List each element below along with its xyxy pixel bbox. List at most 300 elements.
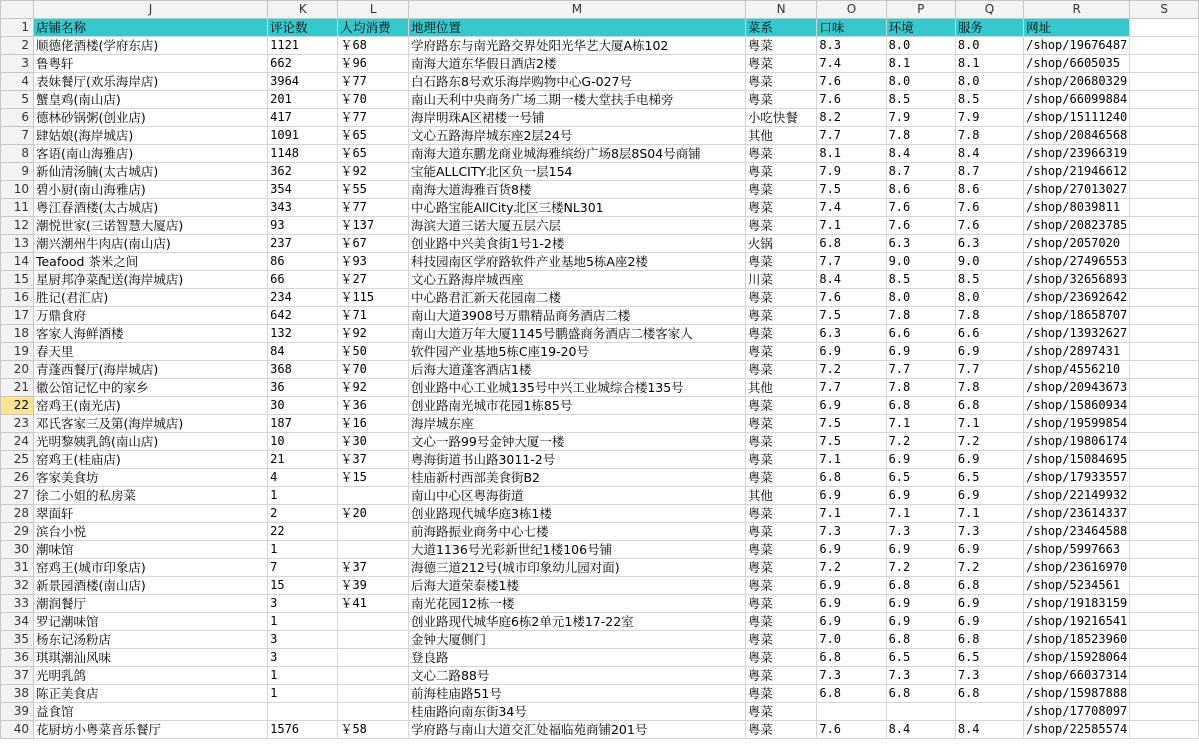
cell[interactable] <box>1130 199 1199 217</box>
cell[interactable]: 6.9 <box>955 541 1023 559</box>
cell[interactable]: 7.2 <box>817 361 886 379</box>
header-cell[interactable]: 环境 <box>886 19 955 37</box>
cell[interactable]: 7.6 <box>817 73 886 91</box>
cell[interactable]: 8.0 <box>955 37 1023 55</box>
cell[interactable]: 前海路振业商务中心七楼 <box>408 523 745 541</box>
cell[interactable]: 潮兴潮州牛肉店(南山店) <box>33 235 267 253</box>
cell[interactable]: ￥96 <box>338 55 409 73</box>
cell[interactable]: 创业路现代城华庭3栋1楼 <box>408 505 745 523</box>
cell[interactable]: 7.4 <box>817 55 886 73</box>
cell[interactable]: 7.9 <box>817 163 886 181</box>
cell[interactable]: 7.8 <box>886 307 955 325</box>
cell[interactable]: 创业路南光城市花园1栋85号 <box>408 397 745 415</box>
cell[interactable] <box>1130 73 1199 91</box>
cell[interactable]: 金钟大厦侧门 <box>408 631 745 649</box>
cell[interactable]: /shop/19183159 <box>1024 595 1130 613</box>
cell[interactable]: 粤菜 <box>745 397 816 415</box>
cell[interactable]: 7.2 <box>955 433 1023 451</box>
cell[interactable]: 德林砂锅粥(创业店) <box>33 109 267 127</box>
cell[interactable]: 粤菜 <box>745 577 816 595</box>
row-number[interactable]: 32 <box>1 577 34 595</box>
cell[interactable]: 1 <box>268 541 338 559</box>
column-header-o[interactable]: O <box>817 1 886 19</box>
cell[interactable] <box>338 523 409 541</box>
cell[interactable]: 软件园产业基地5栋C座19-20号 <box>408 343 745 361</box>
cell[interactable] <box>338 703 409 721</box>
cell[interactable]: 642 <box>268 307 338 325</box>
cell[interactable]: 8.4 <box>886 145 955 163</box>
cell[interactable]: /shop/5234561 <box>1024 577 1130 595</box>
cell[interactable] <box>1130 685 1199 703</box>
cell[interactable]: /shop/19599854 <box>1024 415 1130 433</box>
header-cell[interactable] <box>1130 19 1199 37</box>
cell[interactable]: 陈正美食店 <box>33 685 267 703</box>
cell[interactable]: 7.6 <box>886 199 955 217</box>
cell[interactable]: 6.8 <box>817 685 886 703</box>
cell[interactable]: 其他 <box>745 127 816 145</box>
cell[interactable]: /shop/22149932 <box>1024 487 1130 505</box>
cell[interactable]: 234 <box>268 289 338 307</box>
cell[interactable]: 客家人海鲜酒楼 <box>33 325 267 343</box>
cell[interactable]: ￥27 <box>338 271 409 289</box>
cell[interactable]: /shop/20823785 <box>1024 217 1130 235</box>
cell[interactable]: 362 <box>268 163 338 181</box>
cell[interactable]: 8.1 <box>817 145 886 163</box>
cell[interactable]: 7.6 <box>955 217 1023 235</box>
cell[interactable]: 1121 <box>268 37 338 55</box>
cell[interactable]: ￥41 <box>338 595 409 613</box>
cell[interactable] <box>338 649 409 667</box>
row-number[interactable]: 30 <box>1 541 34 559</box>
cell[interactable]: 6.9 <box>817 541 886 559</box>
cell[interactable] <box>1130 469 1199 487</box>
cell[interactable]: ￥16 <box>338 415 409 433</box>
column-header-p[interactable]: P <box>886 1 955 19</box>
cell[interactable] <box>338 487 409 505</box>
cell[interactable]: 1 <box>268 487 338 505</box>
cell[interactable]: 潮味馆 <box>33 541 267 559</box>
cell[interactable]: 万鼎食府 <box>33 307 267 325</box>
cell[interactable]: 36 <box>268 379 338 397</box>
cell[interactable]: 新仙清汤腩(太古城店) <box>33 163 267 181</box>
cell[interactable]: ￥70 <box>338 361 409 379</box>
cell[interactable]: 南海大道东鹏龙商业城海雅缤纷广场8层8S04号商铺 <box>408 145 745 163</box>
cell[interactable] <box>268 703 338 721</box>
cell[interactable]: 粤菜 <box>745 433 816 451</box>
cell[interactable]: Teafood 茶米之间 <box>33 253 267 271</box>
cell[interactable] <box>1130 595 1199 613</box>
cell[interactable]: 7.7 <box>817 253 886 271</box>
cell[interactable]: 粤菜 <box>745 343 816 361</box>
cell[interactable] <box>1130 235 1199 253</box>
cell[interactable]: 后海大道荣泰楼1楼 <box>408 577 745 595</box>
cell[interactable]: ￥65 <box>338 145 409 163</box>
cell[interactable]: 文心一路99号金钟大厦一楼 <box>408 433 745 451</box>
cell[interactable]: 3 <box>268 649 338 667</box>
cell[interactable]: ￥50 <box>338 343 409 361</box>
cell[interactable] <box>1130 253 1199 271</box>
row-number[interactable]: 5 <box>1 91 34 109</box>
cell[interactable] <box>1130 37 1199 55</box>
cell[interactable]: 8.0 <box>886 73 955 91</box>
cell[interactable]: 学府路与南山大道交汇处福临苑商铺201号 <box>408 721 745 739</box>
column-header-s[interactable]: S <box>1130 1 1199 19</box>
cell[interactable]: 光明黎姨乳鸽(南山店) <box>33 433 267 451</box>
cell[interactable]: 22 <box>268 523 338 541</box>
cell[interactable]: ￥20 <box>338 505 409 523</box>
cell[interactable]: 237 <box>268 235 338 253</box>
cell[interactable]: 1 <box>268 685 338 703</box>
cell[interactable]: 胜记(君汇店) <box>33 289 267 307</box>
row-number[interactable]: 26 <box>1 469 34 487</box>
cell[interactable]: ￥37 <box>338 559 409 577</box>
cell[interactable]: ￥137 <box>338 217 409 235</box>
cell[interactable]: /shop/15860934 <box>1024 397 1130 415</box>
cell[interactable]: ￥67 <box>338 235 409 253</box>
cell[interactable]: 蟹皇鸡(南山店) <box>33 91 267 109</box>
cell[interactable]: ￥77 <box>338 73 409 91</box>
cell[interactable]: 邓氏客家三及第(海岸城店) <box>33 415 267 433</box>
cell[interactable]: 6.8 <box>817 649 886 667</box>
cell[interactable]: 粤菜 <box>745 523 816 541</box>
cell[interactable]: 徐二小姐的私房菜 <box>33 487 267 505</box>
cell[interactable]: 粤菜 <box>745 289 816 307</box>
cell[interactable]: 粤江春酒楼(太古城店) <box>33 199 267 217</box>
cell[interactable]: /shop/15084695 <box>1024 451 1130 469</box>
cell[interactable]: 10 <box>268 433 338 451</box>
header-cell[interactable]: 菜系 <box>745 19 816 37</box>
cell[interactable]: 客家美食坊 <box>33 469 267 487</box>
cell[interactable]: 粤菜 <box>745 541 816 559</box>
row-number[interactable]: 24 <box>1 433 34 451</box>
cell[interactable]: 66 <box>268 271 338 289</box>
cell[interactable]: 7.6 <box>817 721 886 739</box>
cell[interactable]: 南海大道海雅百货8楼 <box>408 181 745 199</box>
cell[interactable]: 7.3 <box>955 667 1023 685</box>
cell[interactable]: 8.5 <box>955 91 1023 109</box>
cell[interactable]: 花厨坊小粤菜音乐餐厅 <box>33 721 267 739</box>
cell[interactable]: 7.1 <box>817 505 886 523</box>
column-header-j[interactable]: J <box>33 1 267 19</box>
cell[interactable]: 南山大道3908号万鼎精品商务酒店二楼 <box>408 307 745 325</box>
cell[interactable]: 7.3 <box>817 667 886 685</box>
cell[interactable] <box>1130 271 1199 289</box>
cell[interactable]: 6.9 <box>817 397 886 415</box>
cell[interactable]: 粤菜 <box>745 181 816 199</box>
cell[interactable]: 粤菜 <box>745 55 816 73</box>
cell[interactable]: ￥77 <box>338 109 409 127</box>
cell[interactable]: 7.5 <box>817 415 886 433</box>
cell[interactable]: 6.9 <box>955 613 1023 631</box>
row-number[interactable]: 16 <box>1 289 34 307</box>
cell[interactable]: /shop/15928064 <box>1024 649 1130 667</box>
cell[interactable]: 粤菜 <box>745 595 816 613</box>
row-number[interactable]: 8 <box>1 145 34 163</box>
cell[interactable]: /shop/18658707 <box>1024 307 1130 325</box>
cell[interactable]: ￥70 <box>338 91 409 109</box>
cell[interactable]: 粤菜 <box>745 631 816 649</box>
cell[interactable]: 6.8 <box>886 631 955 649</box>
cell[interactable]: 粤菜 <box>745 361 816 379</box>
cell[interactable]: 1 <box>268 667 338 685</box>
cell[interactable]: 8.4 <box>886 721 955 739</box>
cell[interactable]: 科技园南区学府路软件产业基地5栋A座2楼 <box>408 253 745 271</box>
cell[interactable]: /shop/21946612 <box>1024 163 1130 181</box>
cell[interactable]: /shop/27496553 <box>1024 253 1130 271</box>
cell[interactable] <box>1130 649 1199 667</box>
cell[interactable]: 6.8 <box>886 397 955 415</box>
cell[interactable]: 客语(南山海雅店) <box>33 145 267 163</box>
cell[interactable]: 粤菜 <box>745 703 816 721</box>
cell[interactable]: 7.8 <box>955 127 1023 145</box>
cell[interactable]: 琪琪潮汕风味 <box>33 649 267 667</box>
cell[interactable] <box>1130 433 1199 451</box>
cell[interactable] <box>1130 145 1199 163</box>
cell[interactable]: 7.6 <box>817 91 886 109</box>
cell[interactable]: 6.9 <box>817 595 886 613</box>
cell[interactable]: /shop/19806174 <box>1024 433 1130 451</box>
cell[interactable]: /shop/19216541 <box>1024 613 1130 631</box>
cell[interactable]: 小吃快餐 <box>745 109 816 127</box>
cell[interactable] <box>338 685 409 703</box>
cell[interactable]: 8.0 <box>886 289 955 307</box>
row-number[interactable]: 18 <box>1 325 34 343</box>
cell[interactable]: 1 <box>268 613 338 631</box>
cell[interactable] <box>955 703 1023 721</box>
row-number[interactable]: 3 <box>1 55 34 73</box>
cell[interactable]: 6.9 <box>817 343 886 361</box>
row-number[interactable]: 23 <box>1 415 34 433</box>
cell[interactable]: 7.3 <box>886 667 955 685</box>
cell[interactable]: 粤菜 <box>745 91 816 109</box>
cell[interactable]: /shop/17708097 <box>1024 703 1130 721</box>
cell[interactable]: /shop/32656893 <box>1024 271 1130 289</box>
cell[interactable]: 7.2 <box>817 559 886 577</box>
cell[interactable]: 1576 <box>268 721 338 739</box>
cell[interactable]: 7.4 <box>817 199 886 217</box>
cell[interactable]: 6.6 <box>955 325 1023 343</box>
cell[interactable] <box>1130 379 1199 397</box>
row-number[interactable]: 4 <box>1 73 34 91</box>
cell[interactable]: 桂庙新村西部美食街B2 <box>408 469 745 487</box>
cell[interactable]: ￥36 <box>338 397 409 415</box>
cell[interactable]: 6.8 <box>886 685 955 703</box>
cell[interactable] <box>1130 523 1199 541</box>
cell[interactable]: 7.7 <box>886 361 955 379</box>
cell[interactable]: 8.6 <box>955 181 1023 199</box>
cell[interactable]: 7.8 <box>955 307 1023 325</box>
cell[interactable]: 粤菜 <box>745 469 816 487</box>
column-header-n[interactable]: N <box>745 1 816 19</box>
cell[interactable] <box>1130 721 1199 739</box>
cell[interactable]: 6.9 <box>817 487 886 505</box>
cell[interactable]: 7.6 <box>886 217 955 235</box>
select-all-corner[interactable] <box>1 1 34 19</box>
cell[interactable] <box>1130 577 1199 595</box>
cell[interactable]: /shop/20680329 <box>1024 73 1130 91</box>
cell[interactable]: 7.9 <box>955 109 1023 127</box>
cell[interactable]: 徽公馆记忆中的家乡 <box>33 379 267 397</box>
cell[interactable]: 6.8 <box>955 685 1023 703</box>
cell[interactable]: 8.7 <box>886 163 955 181</box>
cell[interactable]: 201 <box>268 91 338 109</box>
cell[interactable]: ￥92 <box>338 379 409 397</box>
cell[interactable]: ￥15 <box>338 469 409 487</box>
cell[interactable]: /shop/4556210 <box>1024 361 1130 379</box>
cell[interactable]: 7.3 <box>955 523 1023 541</box>
cell[interactable]: ￥77 <box>338 199 409 217</box>
cell[interactable]: 粤菜 <box>745 667 816 685</box>
cell[interactable]: 粤菜 <box>745 415 816 433</box>
row-number[interactable]: 10 <box>1 181 34 199</box>
cell[interactable]: 粤菜 <box>745 163 816 181</box>
cell[interactable]: 6.5 <box>955 649 1023 667</box>
row-number[interactable]: 17 <box>1 307 34 325</box>
cell[interactable]: /shop/23614337 <box>1024 505 1130 523</box>
cell[interactable]: 1148 <box>268 145 338 163</box>
cell[interactable] <box>1130 289 1199 307</box>
cell[interactable]: /shop/23966319 <box>1024 145 1130 163</box>
cell[interactable]: 3 <box>268 631 338 649</box>
cell[interactable]: 6.9 <box>886 613 955 631</box>
cell[interactable]: 南山中心区粤海街道 <box>408 487 745 505</box>
row-number[interactable]: 19 <box>1 343 34 361</box>
row-number[interactable]: 11 <box>1 199 34 217</box>
cell[interactable]: 6.8 <box>955 577 1023 595</box>
row-number[interactable]: 15 <box>1 271 34 289</box>
cell[interactable]: 海滨大道三诺大厦五层六层 <box>408 217 745 235</box>
cell[interactable]: /shop/23464588 <box>1024 523 1130 541</box>
cell[interactable]: 8.3 <box>817 37 886 55</box>
cell[interactable]: 7.2 <box>886 433 955 451</box>
column-header-r[interactable]: R <box>1024 1 1130 19</box>
cell[interactable]: 星厨邦净菜配送(海岸城店) <box>33 271 267 289</box>
cell[interactable]: 6.9 <box>955 595 1023 613</box>
cell[interactable]: 8.0 <box>955 73 1023 91</box>
cell[interactable]: 宝能ALLCITY北区负一层154 <box>408 163 745 181</box>
cell[interactable]: /shop/23616970 <box>1024 559 1130 577</box>
cell[interactable]: ￥37 <box>338 451 409 469</box>
cell[interactable]: 文心二路88号 <box>408 667 745 685</box>
cell[interactable] <box>1130 667 1199 685</box>
cell[interactable] <box>1130 217 1199 235</box>
cell[interactable]: 窑鸡王(南光店) <box>33 397 267 415</box>
cell[interactable]: 6.8 <box>886 577 955 595</box>
cell[interactable]: 粤菜 <box>745 307 816 325</box>
cell[interactable] <box>338 631 409 649</box>
cell[interactable] <box>1130 415 1199 433</box>
header-cell[interactable]: 店铺名称 <box>33 19 267 37</box>
cell[interactable]: 文心五路海岸城东座2层24号 <box>408 127 745 145</box>
cell[interactable]: 8.2 <box>817 109 886 127</box>
cell[interactable] <box>1130 55 1199 73</box>
row-number[interactable]: 14 <box>1 253 34 271</box>
row-number[interactable]: 33 <box>1 595 34 613</box>
cell[interactable]: 7.7 <box>817 379 886 397</box>
row-number[interactable]: 13 <box>1 235 34 253</box>
cell[interactable]: 93 <box>268 217 338 235</box>
cell[interactable]: 7.0 <box>817 631 886 649</box>
cell[interactable]: 8.4 <box>817 271 886 289</box>
cell[interactable]: 86 <box>268 253 338 271</box>
cell[interactable]: /shop/13932627 <box>1024 325 1130 343</box>
cell[interactable]: 84 <box>268 343 338 361</box>
cell[interactable] <box>1130 127 1199 145</box>
cell[interactable] <box>1130 109 1199 127</box>
cell[interactable]: 132 <box>268 325 338 343</box>
cell[interactable]: 21 <box>268 451 338 469</box>
row-number[interactable]: 12 <box>1 217 34 235</box>
cell[interactable]: /shop/5997663 <box>1024 541 1130 559</box>
cell[interactable]: 后海大道蓬客酒店1楼 <box>408 361 745 379</box>
row-number[interactable]: 22 <box>1 397 34 415</box>
cell[interactable]: 海德三道212号(城市印象幼儿园对面) <box>408 559 745 577</box>
cell[interactable]: 8.5 <box>886 271 955 289</box>
cell[interactable]: 662 <box>268 55 338 73</box>
cell[interactable]: 368 <box>268 361 338 379</box>
row-number[interactable]: 39 <box>1 703 34 721</box>
cell[interactable]: 7.3 <box>817 523 886 541</box>
cell[interactable]: 窑鸡王(城市印象店) <box>33 559 267 577</box>
cell[interactable] <box>1130 541 1199 559</box>
cell[interactable] <box>1130 343 1199 361</box>
cell[interactable]: 6.9 <box>955 451 1023 469</box>
cell[interactable]: 文心五路海岸城西座 <box>408 271 745 289</box>
cell[interactable]: 2 <box>268 505 338 523</box>
cell[interactable]: 创业路现代城华庭6栋2单元1楼17-22室 <box>408 613 745 631</box>
cell[interactable]: 前海桂庙路51号 <box>408 685 745 703</box>
cell[interactable]: 南光花园12栋一楼 <box>408 595 745 613</box>
cell[interactable]: 罗记潮味馆 <box>33 613 267 631</box>
cell[interactable]: 354 <box>268 181 338 199</box>
cell[interactable]: 窑鸡王(桂庙店) <box>33 451 267 469</box>
cell[interactable]: /shop/22585574 <box>1024 721 1130 739</box>
cell[interactable]: 8.4 <box>955 145 1023 163</box>
cell[interactable]: /shop/6605035 <box>1024 55 1130 73</box>
cell[interactable]: 海岸城东座 <box>408 415 745 433</box>
cell[interactable]: /shop/23692642 <box>1024 289 1130 307</box>
row-number[interactable]: 7 <box>1 127 34 145</box>
row-number[interactable]: 29 <box>1 523 34 541</box>
cell[interactable]: 其他 <box>745 379 816 397</box>
cell[interactable]: 343 <box>268 199 338 217</box>
row-number[interactable]: 36 <box>1 649 34 667</box>
cell[interactable]: /shop/66099884 <box>1024 91 1130 109</box>
cell[interactable]: 187 <box>268 415 338 433</box>
cell[interactable]: 粤菜 <box>745 325 816 343</box>
header-cell[interactable]: 网址 <box>1024 19 1130 37</box>
cell[interactable] <box>1130 631 1199 649</box>
row-number[interactable]: 9 <box>1 163 34 181</box>
cell[interactable]: 川菜 <box>745 271 816 289</box>
row-number[interactable]: 31 <box>1 559 34 577</box>
cell[interactable]: 6.9 <box>886 541 955 559</box>
cell[interactable]: /shop/17933557 <box>1024 469 1130 487</box>
cell[interactable]: 中心路君汇新天花园南二楼 <box>408 289 745 307</box>
cell[interactable]: 其他 <box>745 487 816 505</box>
cell[interactable]: 7.9 <box>886 109 955 127</box>
cell[interactable]: 粤菜 <box>745 73 816 91</box>
cell[interactable] <box>1130 505 1199 523</box>
cell[interactable]: 7.5 <box>817 307 886 325</box>
cell[interactable]: 6.5 <box>955 469 1023 487</box>
cell[interactable] <box>1130 613 1199 631</box>
cell[interactable]: 鲁粤轩 <box>33 55 267 73</box>
header-cell[interactable]: 人均消费 <box>338 19 409 37</box>
cell[interactable]: 粤菜 <box>745 451 816 469</box>
cell[interactable]: 6.9 <box>817 577 886 595</box>
cell[interactable]: 7.6 <box>817 289 886 307</box>
